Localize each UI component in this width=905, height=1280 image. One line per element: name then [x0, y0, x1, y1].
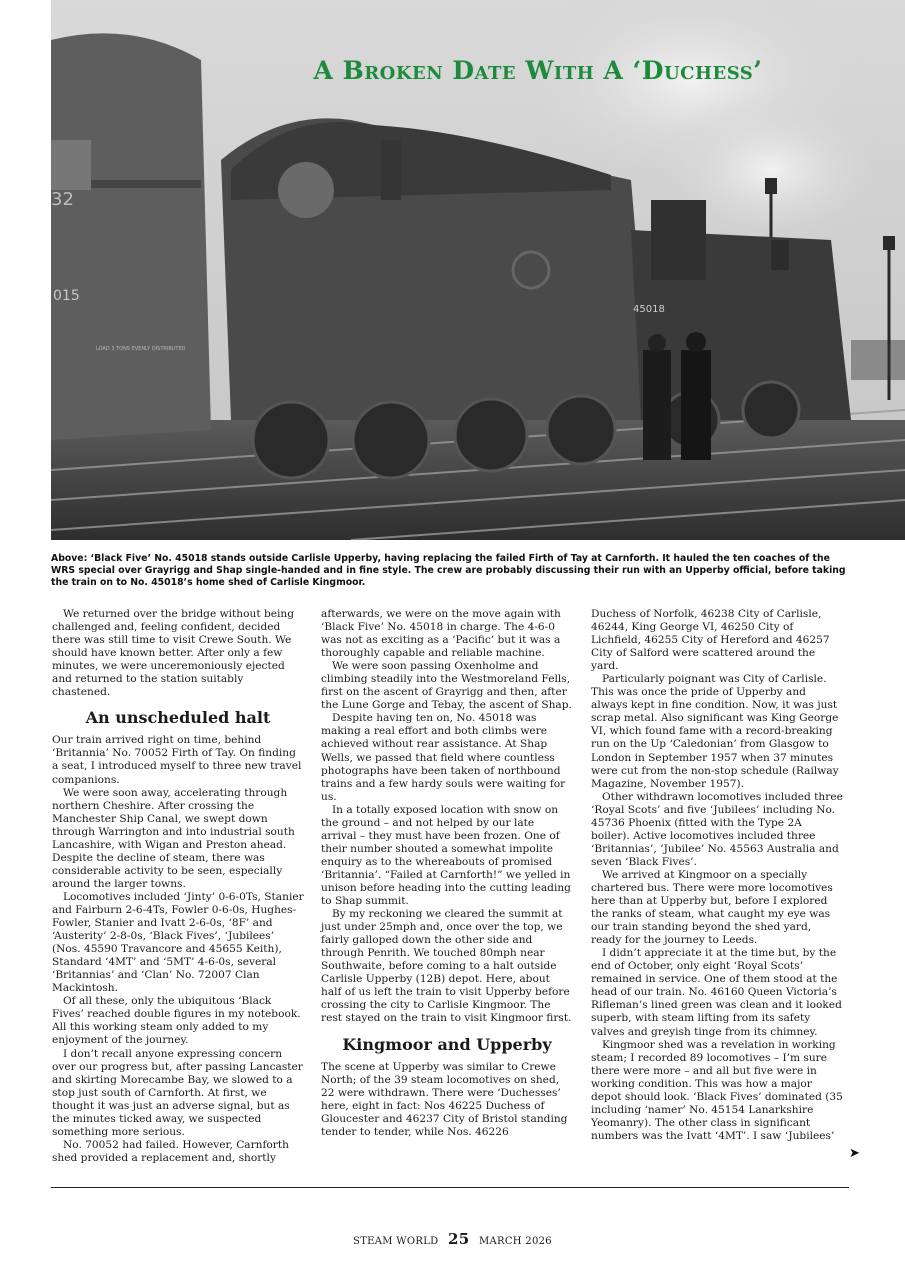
- paragraph: Other withdrawn locomotives included three ‘Royal Scots’ and five ‘Jubilees’ including No. 45736 Phoenix (fitted with the Type 2A boiler). Active locomotives included three ‘Britannias’, ‘Jubilee’ No. 45563 Australia and seven ‘Black Fives’.: [591, 790, 843, 868]
- magazine-name: STEAM WORLD: [353, 1236, 439, 1247]
- column-1: [52, 608, 304, 1165]
- paragraph: Of all these, only the ubiquitous ‘Black Fives’ reached double figures in my notebook. All this working steam only added to my enjoyment of the journey.: [52, 995, 301, 1047]
- paragraph: Our train arrived right on time, behind ‘Britannia’ No. 70052 Firth of Tay. On finding a seat, I introduced myself to three new travel companions.: [52, 734, 302, 786]
- footer-rule: [51, 1187, 849, 1188]
- continue-arrow-icon: ➤: [849, 1146, 860, 1161]
- loco-number: 45018: [633, 304, 665, 315]
- section-heading: Kingmoor and Upperby: [342, 1034, 552, 1054]
- paragraph: We were soon passing Oxenholme and climbing steadily into the Westmoreland Fells, first on the ascent of Grayrigg and then, after the Lune Gorge and Tebay, the ascent of Shap.: [321, 660, 572, 712]
- coach-stencil: LOAD 3 TONS EVENLY DISTRIBUTED: [96, 346, 186, 352]
- paragraph: We arrived at Kingmoor on a specially chartered bus. There were more locomotives here than at Upperby but, before I explored the ranks of steam, what caught my eye was our train standing beyond the shed yard, ready for the journey to Leeds.: [591, 868, 833, 947]
- photo-caption: Above: ‘Black Five’ No. 45018 stands outside Carlisle Upperby, having replacing the failed Firth of Tay at Carnforth. It hauled the ten coaches of the WRS special over Grayrigg and Shap single-handed and in fine style. The crew are probably discussing their run with an Upperby official, before taking the train on to No. 45018’s home shed of Carlisle Kingmoor.: [51, 553, 846, 588]
- paragraph: Despite having ten on, No. 45018 was making a real effort and both climbs were achieved without rear assistance. At Shap Wells, we passed that field where countless photographs have been taken of northbound trains and a few hardy souls were waiting for us.: [321, 712, 566, 803]
- paragraph: The scene at Upperby was similar to Crewe North; of the 39 steam locomotives on shed, 22 were withdrawn. There were ‘Duchesses’ here, eight in fact: Nos 46225 Duchess of Gloucester and 46237 City of Bristol standing tender to tender, while Nos. 46226: [321, 1060, 568, 1138]
- paragraph: We returned over the bridge without being challenged and, feeling confident, decided there was still time to visit Crewe South. We should have known better. After only a few minutes, we were unceremoniously ejected and returned to the station suitably chastened.: [52, 608, 294, 699]
- paragraph: Particularly poignant was City of Carlisle. This was once the pride of Upperby and always kept in fine condition. Now, it was just scrap metal. Also significant was King George VI, which found fame with a record-breaking run on the Up ‘Caledonian’ from Glasgow to London in September 1957 when 37 minutes were cut from the non-stop schedule (Railway Magazine, November 1957).: [591, 673, 839, 790]
- coach-number-2: 015: [53, 288, 80, 304]
- paragraph: Locomotives included ‘Jinty’ 0-6-0Ts, Stanier and Fairburn 2-6-4Ts, Fowler 0-6-0s, Hughes-Fowler, Stanier and Ivatt 2-6-0s, ‘8F’ and ‘Austerity’ 2-8-0s, ‘Black Fives’, ‘Jubilees’ (Nos. 45590 Travancore and 45655 Keith), Standard ‘4MT’ and ‘5MT’ 4-6-0s, several ‘Britannias’ and ‘Clan’ No. 72007 Clan Mackintosh.: [52, 890, 304, 995]
- column-2: [321, 608, 573, 1139]
- paragraph: No. 70052 had failed. However, Carnforth shed provided a replacement and, shortly: [52, 1138, 289, 1164]
- article-headline: A Broken Date With A ‘Duchess’: [313, 56, 763, 85]
- page-footer: [0, 1230, 905, 1248]
- page-number: 25: [447, 1230, 470, 1248]
- section-heading: An unscheduled halt: [85, 708, 271, 728]
- paragraph: We were soon away, accelerating through northern Cheshire. After crossing the Manchester Ship Canal, we swept down through Warrington and into industrial south Lancashire, with Wigan and Preston ahead. Despite the decline of steam, there was considerable activity to be seen, especially around the larger towns.: [52, 786, 295, 890]
- paragraph: afterwards, we were on the move again with ‘Black Five’ No. 45018 in charge. The 4-6-0 was not as exciting as a ‘Pacific’ but it was a thoroughly capable and reliable machine.: [321, 608, 561, 660]
- paragraph: By my reckoning we cleared the summit at just under 25mph and, once over the top, we fairly galloped down the other side and through Penrith. We touched 80mph near Southwaite, before coming to a halt outside Carlisle Upperby (12B) depot. Here, about half of us left the train to visit Upperby before crossing the city to Carlisle Kingmoor. The rest stayed on the train to visit Kingmoor first.: [321, 908, 572, 1025]
- paragraph: Duchess of Norfolk, 46238 City of Carlisle, 46244, King George VI, 46250 City of Lichfield, 46255 City of Hereford and 46257 City of Salford were scattered around the yard.: [591, 608, 830, 673]
- coach-number: 32: [51, 189, 74, 210]
- paragraph: Kingmoor shed was a revelation in working steam; I recorded 89 locomotives – I’m sure there were more – and all but five were in working condition. This was how a major depot should look. ‘Black Fives’ dominated (35 including ‘namer’ No. 45154 Lanarkshire Yeomanry). The other class in significant numbers was the Ivatt ‘4MT’. I saw ‘Jubilees’: [591, 1038, 843, 1142]
- paragraph: I don’t recall anyone expressing concern over our progress but, after passing Lancaster and skirting Morecambe Bay, we slowed to a stop just south of Carnforth. At first, we thought it was just an adverse signal, but as the minutes ticked away, we suspected something more serious.: [52, 1047, 303, 1138]
- paragraph: I didn’t appreciate it at the time but, by the end of October, only eight ‘Royal Scots’ remained in service. One of them stood at the head of our train. No. 46160 Queen Victoria’s Rifleman’s lined green was clean and it looked superb, with steam lifting from its safety valves and greyish tinge from its chimney.: [591, 947, 842, 1038]
- paragraph: In a totally exposed location with snow on the ground – and not helped by our late arrival – they must have been frozen. One of their number shouted a somewhat impolite enquiry as to the whereabouts of promised ‘Britannia’. “Failed at Carnforth!” we yelled in unison before heading into the cutting leading to Shap summit.: [321, 803, 571, 908]
- issue-date: MARCH 2026: [478, 1236, 552, 1247]
- column-3: [591, 608, 843, 1143]
